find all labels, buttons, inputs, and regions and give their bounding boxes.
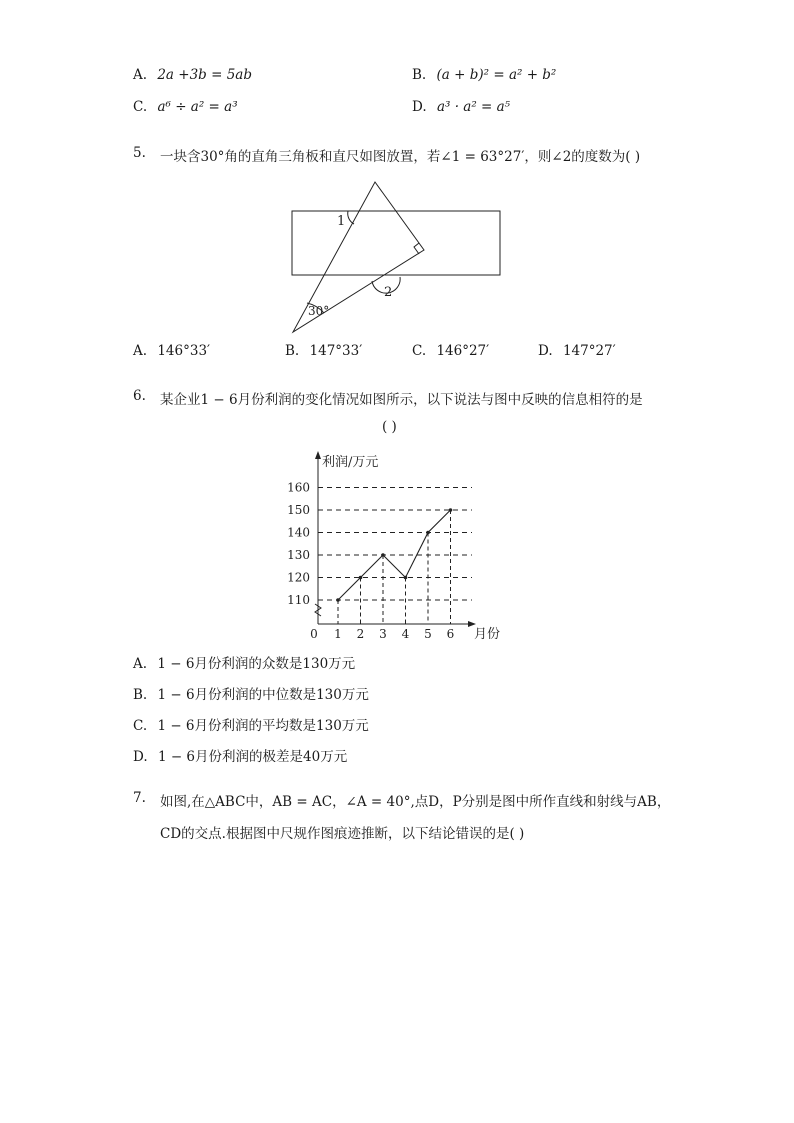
chart-labels xyxy=(287,481,454,642)
option-text: 146°27′ xyxy=(436,343,490,359)
option-letter: B. xyxy=(412,67,427,83)
x-tick-label: 3 xyxy=(379,627,387,641)
data-point-month-1 xyxy=(336,598,340,602)
option-letter: A. xyxy=(133,343,148,359)
q6-number: 6. xyxy=(133,388,146,404)
y-tick-label: 130 xyxy=(287,548,310,562)
y-tick-label: 140 xyxy=(287,525,310,540)
label-angle-1: 1 xyxy=(337,214,346,229)
x-tick-label: 4 xyxy=(401,627,410,641)
q5-stem: 一块含30°角的直角三角板和直尺如图放置，若∠1 = 63°27′，则∠2的度数为( ) xyxy=(160,149,641,165)
q5-option-b xyxy=(285,343,362,359)
q6-paren: ( ) xyxy=(382,419,397,435)
option-expr: a³ · a² = a⁵ xyxy=(436,99,511,115)
option-text: 1 − 6月份利润的极差是40万元 xyxy=(157,749,348,765)
y-tick-label: 150 xyxy=(287,503,310,517)
q4-option-a xyxy=(133,67,252,83)
q7-line2: CD的交点.根据图中尺规作图痕迹推断，以下结论错误的是( ) xyxy=(160,826,525,842)
y-tick-label: 110 xyxy=(287,593,310,607)
axis-break-mark xyxy=(315,604,321,616)
label-angle-2: 2 xyxy=(384,285,393,300)
y-tick-label: 120 xyxy=(287,570,310,585)
option-letter: C. xyxy=(133,99,148,115)
right-angle-mark xyxy=(414,243,419,254)
q5-option-c xyxy=(412,343,489,359)
option-expr: a⁶ ÷ a² = a³ xyxy=(157,99,238,115)
data-point-month-5 xyxy=(426,531,430,535)
option-letter: B. xyxy=(285,343,300,359)
data-point-month-4 xyxy=(404,576,408,580)
q4-option-b xyxy=(412,67,556,83)
option-text: 1 − 6月份利润的中位数是130万元 xyxy=(157,687,369,703)
q4-option-d xyxy=(412,99,510,115)
option-letter: B. xyxy=(133,687,148,703)
q7-number: 7. xyxy=(133,790,146,806)
y-tick-label: 160 xyxy=(287,480,310,495)
option-text: 1 − 6月份利润的众数是130万元 xyxy=(157,656,356,672)
q5-number: 5. xyxy=(133,145,146,161)
option-text: 147°33′ xyxy=(309,343,363,359)
ruler xyxy=(292,211,500,275)
data-point-month-6 xyxy=(449,508,453,512)
option-letter: D. xyxy=(133,749,148,765)
option-letter: C. xyxy=(133,718,148,734)
option-letter: A. xyxy=(133,656,148,672)
q5-option-a xyxy=(133,343,210,359)
q4-option-c xyxy=(133,99,238,115)
option-expr: (a + b)² = a² + b² xyxy=(436,67,557,83)
q6-line-chart xyxy=(280,448,520,646)
q6-stem: 某企业1 − 6月份利润的变化情况如图所示，以下说法与图中反映的信息相符的是 xyxy=(160,392,643,408)
origin-label: 0 xyxy=(310,627,318,641)
option-letter: C. xyxy=(412,343,427,359)
option-expr: 2a +3b = 5ab xyxy=(157,67,252,83)
q5-option-d xyxy=(538,343,616,359)
x-tick-label: 1 xyxy=(334,627,342,641)
option-text: 146°33′ xyxy=(157,343,211,359)
q7-line1: 如图,在△ABC中，AB = AC，∠A = 40°,点D，P分别是图中所作直线和射线与AB， xyxy=(160,794,671,810)
q6-option-c xyxy=(133,714,369,734)
option-text: 1 − 6月份利润的平均数是130万元 xyxy=(157,718,369,734)
label-angle-30: 30° xyxy=(308,304,330,318)
option-letter: D. xyxy=(538,343,553,359)
x-axis-label: 月份 xyxy=(474,627,501,642)
x-tick-label: 6 xyxy=(446,627,455,641)
y-axis-label: 利润/万元 xyxy=(322,455,379,470)
option-text: 147°27′ xyxy=(562,343,616,359)
q6-option-a xyxy=(133,652,355,672)
option-letter: A. xyxy=(133,67,148,83)
y-axis-arrow xyxy=(315,451,321,459)
chart-grid xyxy=(318,488,472,601)
data-point-month-3 xyxy=(381,553,385,557)
q6-option-d xyxy=(133,745,347,765)
q5-figure xyxy=(280,175,520,340)
x-tick-label: 5 xyxy=(424,627,432,641)
q6-option-b xyxy=(133,683,369,703)
option-letter: D. xyxy=(412,99,427,115)
data-point-month-2 xyxy=(359,576,363,580)
x-tick-label: 2 xyxy=(356,627,365,641)
